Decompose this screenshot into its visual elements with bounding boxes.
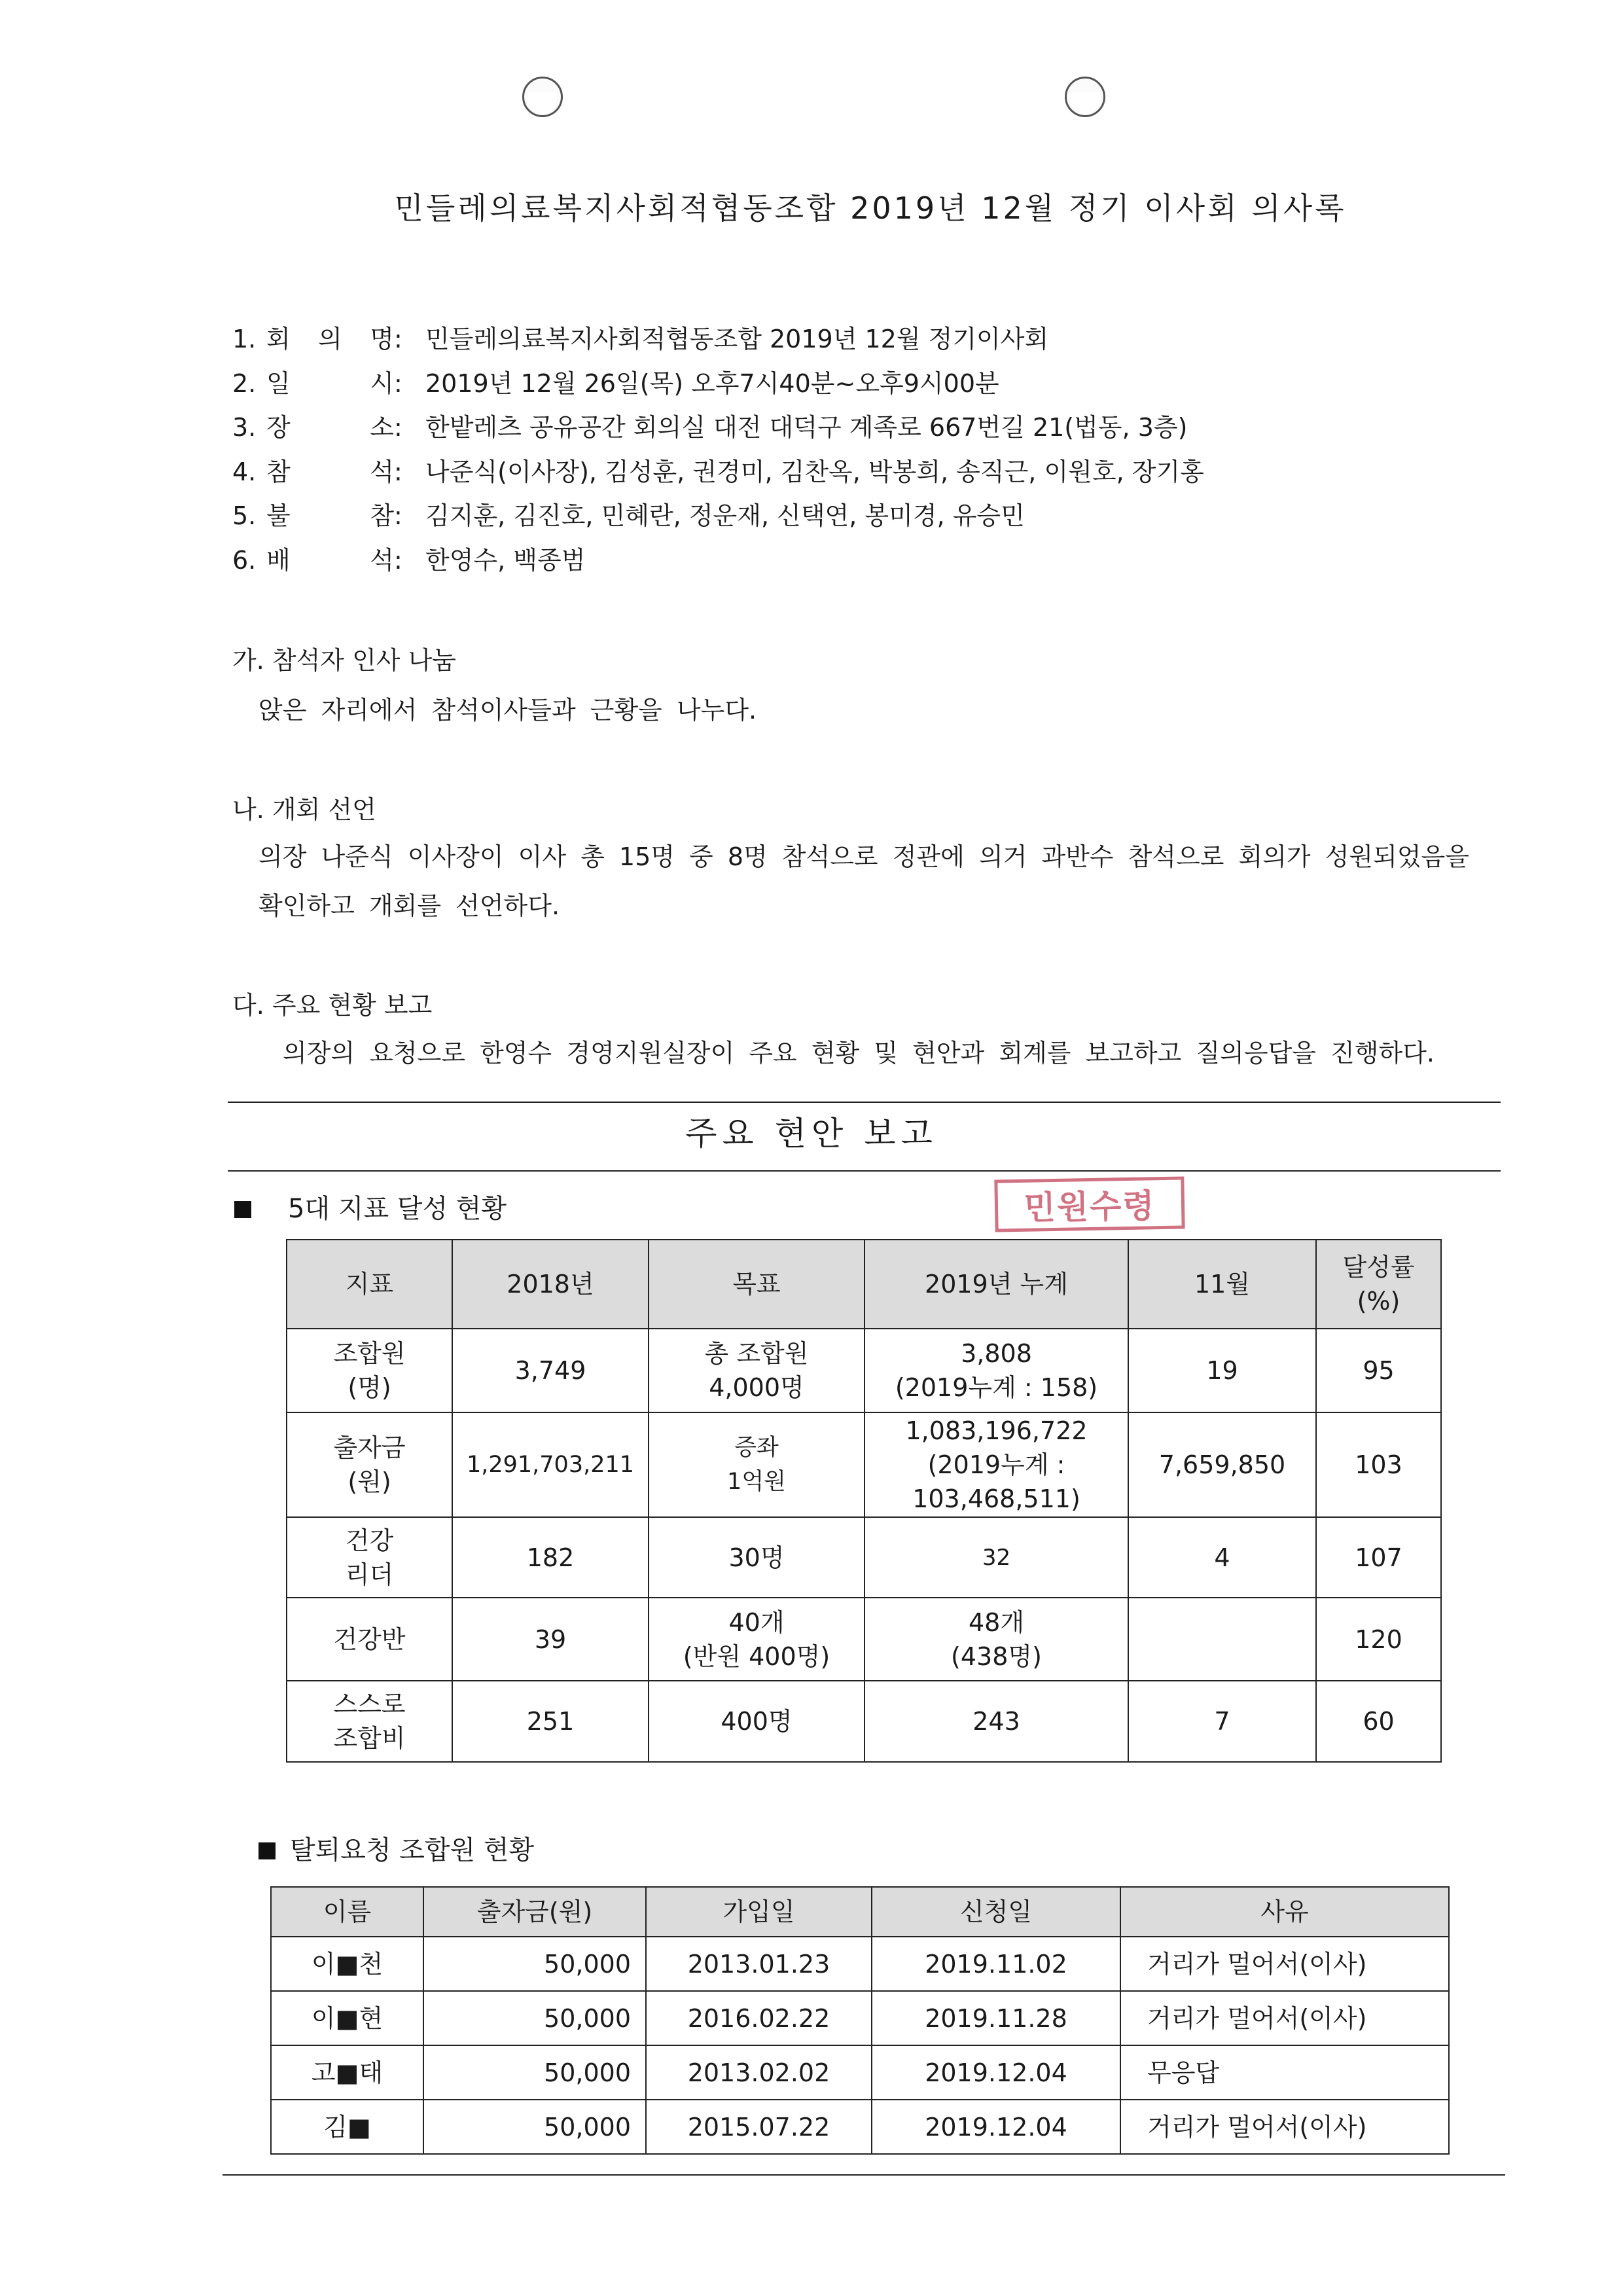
column-header: 목표: [649, 1240, 865, 1329]
table-row: [271, 2100, 1449, 2154]
document-title: 민들레의료복지사회적협동조합 2019년 12월 정기 이사회 의사록: [394, 190, 1347, 226]
column-header: 신청일: [872, 1887, 1120, 1937]
table-cell: 2019.12.04: [872, 2100, 1120, 2154]
table-cell: 조합원 (명): [287, 1329, 452, 1412]
table-row: [287, 1412, 1441, 1517]
label-char: 참: [266, 457, 291, 486]
table-cell: 3,749: [452, 1329, 649, 1412]
bullet-square-icon: [234, 1201, 251, 1218]
withdraw-table: [270, 1886, 1450, 2155]
table-cell: 7,659,850: [1128, 1412, 1316, 1517]
info-colon: :: [394, 368, 402, 398]
column-header: 출자금(원): [423, 1887, 646, 1937]
label-char: 명: [370, 325, 394, 353]
table-cell: 60: [1316, 1681, 1441, 1762]
table-cell: 120: [1316, 1598, 1441, 1681]
footer-divider: [223, 2174, 1505, 2176]
section-body: 의장 나준식 이사장이 이사 총 15명 중 8명 참석으로 정관에 의거 과반수 참석으로 회의가 성원되었음을 확인하고 개회를 선언하다.: [259, 842, 1469, 920]
table-cell: 243: [865, 1681, 1128, 1762]
label-char: 석: [370, 457, 394, 486]
table-cell: 2013.01.23: [646, 1937, 872, 1991]
info-num: 3.: [232, 413, 257, 442]
table-cell: 거리가 멀어서(이사): [1120, 2100, 1449, 2154]
info-num: 6.: [232, 545, 257, 575]
table-cell: 400명: [649, 1681, 865, 1762]
table-cell: 이■현: [271, 1991, 423, 2045]
info-row: [232, 406, 1204, 450]
report-title: 주요 현안 보고: [685, 1115, 938, 1153]
label-char: 불: [266, 501, 291, 530]
column-header: 사유: [1120, 1887, 1449, 1937]
table-cell: 4: [1128, 1517, 1316, 1598]
table-cell: 2013.02.02: [646, 2045, 872, 2100]
label-char: 석: [370, 545, 394, 575]
info-label: [266, 539, 394, 583]
table-cell: 2019.12.04: [872, 2045, 1120, 2100]
info-row: [232, 450, 1204, 495]
column-header: 2019년 누계: [865, 1240, 1128, 1329]
table-header-row: [271, 1887, 1449, 1937]
table-cell: 48개 (438명): [865, 1598, 1128, 1681]
table-cell: 39: [452, 1598, 649, 1681]
table-cell: 고■태: [271, 2045, 423, 2100]
table-cell: 총 조합원 4,000명: [649, 1329, 865, 1412]
info-row: [232, 317, 1204, 362]
info-colon: :: [394, 413, 402, 442]
section-heading: 나. 개회 선언: [232, 795, 376, 824]
table-cell: 이■천: [271, 1937, 423, 1991]
kpi-table: [286, 1239, 1442, 1763]
table-cell: 증좌 1억원: [649, 1412, 865, 1517]
table-cell: 103: [1316, 1412, 1441, 1517]
label-char: 배: [266, 545, 291, 575]
info-colon: :: [394, 501, 402, 530]
table-row: [287, 1517, 1441, 1598]
divider: [228, 1102, 1501, 1103]
kpi-heading: [234, 1188, 507, 1225]
bullet-square-icon: [259, 1842, 276, 1859]
table-row: [287, 1329, 1441, 1412]
kpi-heading-text: 5대 지표 달성 현황: [288, 1194, 507, 1224]
label-char: 회: [266, 325, 291, 353]
table-cell: [1128, 1598, 1316, 1681]
section-heading: 다. 주요 현황 보고: [232, 991, 433, 1020]
info-value: 나준식(이사장), 김성훈, 권경미, 김찬옥, 박봉희, 송직근, 이원호, 장기홍: [425, 457, 1204, 486]
info-label: [266, 450, 394, 495]
meeting-info: [232, 317, 1204, 583]
info-num: 5.: [232, 501, 257, 530]
table-cell: 건강 리더: [287, 1517, 452, 1598]
info-row: [232, 539, 1204, 583]
column-header: 가입일: [646, 1887, 872, 1937]
divider: [228, 1170, 1501, 1172]
table-cell: 1,083,196,722 (2019누계 : 103,468,511): [865, 1412, 1128, 1517]
table-cell: 50,000: [423, 1937, 646, 1991]
table-cell: 거리가 멀어서(이사): [1120, 1937, 1449, 1991]
table-row: [271, 2045, 1449, 2100]
table-cell: 95: [1316, 1329, 1441, 1412]
info-num: 4.: [232, 457, 257, 486]
table-row: [271, 1937, 1449, 1991]
table-row: [287, 1681, 1441, 1762]
info-label: [266, 406, 394, 450]
table-cell: 2015.07.22: [646, 2100, 872, 2154]
table-row: [287, 1598, 1441, 1681]
info-value: 한밭레츠 공유공간 회의실 대전 대덕구 계족로 667번길 21(법동, 3층): [425, 413, 1188, 442]
info-colon: :: [394, 457, 402, 486]
table-cell: 3,808 (2019누계 : 158): [865, 1329, 1128, 1412]
table-cell: 50,000: [423, 1991, 646, 2045]
info-label: [266, 362, 394, 406]
info-label: [266, 317, 394, 362]
withdraw-heading: [259, 1829, 534, 1867]
table-cell: 김■: [271, 2100, 423, 2154]
table-cell: 건강반: [287, 1598, 452, 1681]
received-stamp: 민원수령: [994, 1176, 1185, 1232]
section-body: 의장의 요청으로 한영수 경영지원실장이 주요 현황 및 현안과 회계를 보고하고 질의응답을 진행하다.: [283, 1039, 1435, 1067]
info-num: 2.: [232, 368, 257, 398]
info-value: 한영수, 백종범: [425, 545, 586, 575]
table-header-row: [287, 1240, 1441, 1329]
table-cell: 무응답: [1120, 2045, 1449, 2100]
table-cell: 50,000: [423, 2100, 646, 2154]
label-char: 참: [370, 501, 394, 530]
table-cell: 거리가 멀어서(이사): [1120, 1991, 1449, 2045]
table-cell: 251: [452, 1681, 649, 1762]
column-header: 2018년: [452, 1240, 649, 1329]
info-row: [232, 494, 1204, 539]
table-cell: 182: [452, 1517, 649, 1598]
table-cell: 7: [1128, 1681, 1316, 1762]
table-cell: 2016.02.22: [646, 1991, 872, 2045]
punch-hole-right: [1065, 77, 1105, 117]
table-cell: 50,000: [423, 2045, 646, 2100]
info-colon: :: [394, 545, 402, 575]
table-cell: 32: [865, 1517, 1128, 1598]
table-cell: 출자금 (원): [287, 1412, 452, 1517]
label-char: 시: [370, 368, 394, 398]
table-cell: 2019.11.02: [872, 1937, 1120, 1991]
table-cell: 19: [1128, 1329, 1316, 1412]
info-value: 김지훈, 김진호, 민혜란, 정운재, 신택연, 봉미경, 유승민: [425, 501, 1025, 530]
label-char: 의: [318, 325, 342, 353]
column-header: 이름: [271, 1887, 423, 1937]
info-colon: :: [394, 325, 402, 353]
table-cell: 1,291,703,211: [452, 1412, 649, 1517]
info-value: 2019년 12월 26일(목) 오후7시40분~오후9시00분: [425, 368, 999, 398]
table-cell: 107: [1316, 1517, 1441, 1598]
punch-hole-left: [522, 77, 563, 117]
info-label: [266, 494, 394, 539]
info-row: [232, 362, 1204, 406]
column-header: 지표: [287, 1240, 452, 1329]
label-char: 소: [370, 413, 394, 442]
column-header: 11월: [1128, 1240, 1316, 1329]
label-char: 장: [266, 413, 291, 442]
table-row: [271, 1991, 1449, 2045]
table-cell: 30명: [649, 1517, 865, 1598]
info-num: 1.: [232, 325, 257, 353]
section-heading: 가. 참석자 인사 나눔: [232, 646, 456, 675]
table-cell: 스스로 조합비: [287, 1681, 452, 1762]
column-header: 달성률 (%): [1316, 1240, 1441, 1329]
withdraw-heading-text: 탈퇴요청 조합원 현황: [290, 1835, 535, 1865]
table-cell: 40개 (반원 400명): [649, 1598, 865, 1681]
label-char: 일: [266, 368, 291, 398]
section-body: 앉은 자리에서 참석이사들과 근황을 나누다.: [259, 696, 757, 725]
info-value: 민들레의료복지사회적협동조합 2019년 12월 정기이사회: [425, 325, 1049, 353]
table-cell: 2019.11.28: [872, 1991, 1120, 2045]
